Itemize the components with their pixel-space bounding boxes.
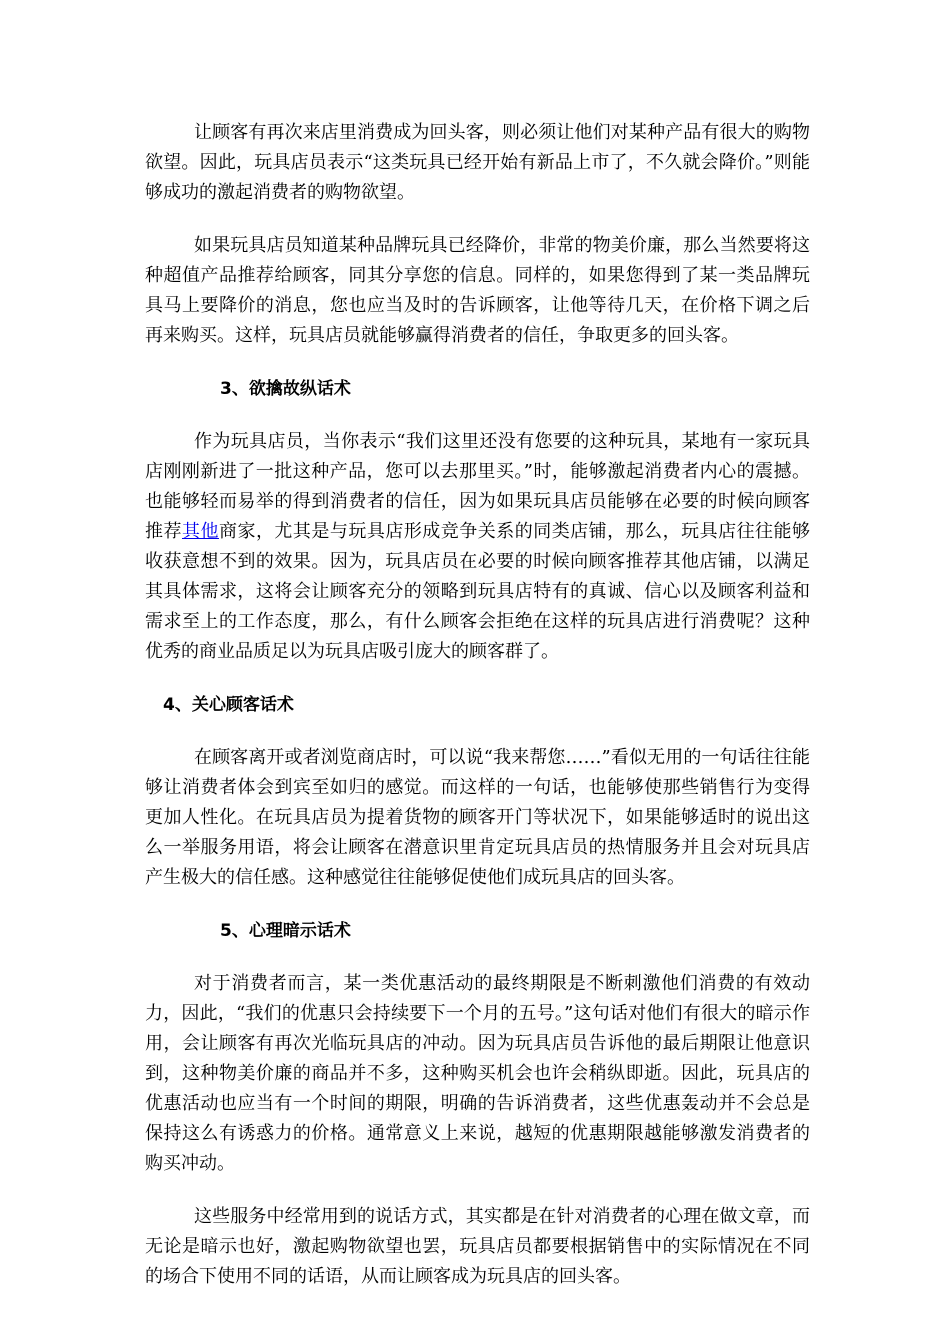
paragraph-return-customer: 让顾客有再次来店里消费成为回头客，则必须让他们对某种产品有很大的购物欲望。因此，玩具店员表示“这类玩具已经开始有新品上市了，不久就会降价。”则能够成功的激起消费者的购物欲望。 [145, 122, 810, 203]
paragraph-conclusion: 这些服务中经常用到的说话方式，其实都是在针对消费者的心理在做文章，而无论是暗示也好，激起购物欲望也罢，玩具店员都要根据销售中的实际情况在不同的场合下使用不同的话语，从而让顾客成为玩具店的回头客。 [145, 1206, 810, 1287]
paragraph-section-3-part-b: 商家，尤其是与玩具店形成竞争关系的同类店铺，那么，玩具店往往能够收获意想不到的效果。因为，玩具店员在必要的时候向顾客推荐其他店铺，以满足其具体需求，这将会让顾客充分的领略到玩具店特有的真诚、信心以及顾客利益和需求至上的工作态度，那么，有什么顾客会拒绝在这样的玩具店进行消费呢？这种优秀的商业品质足以为玩具店吸引庞大的顾客群了。 [145, 521, 811, 662]
paragraph-section-5: 对于消费者而言，某一类优惠活动的最终期限是不断刺激他们消费的有效动力，因此，“我们的优惠只会持续要下一个月的五号。”这句话对他们有很大的暗示作用，会让顾客有再次光临玩具店的冲动。因为玩具店员告诉他的最后期限让他意识到，这种物美价廉的商品并不多，这种购买机会也许会稍纵即逝。因此，玩具店的优惠活动也应当有一个时间的期限，明确的告诉消费者，这些优惠轰动并不会总是保持这么有诱惑力的价格。通常意义上来说，越短的优惠期限越能够激发消费者的购买冲动。 [145, 973, 810, 1174]
other-merchants-link[interactable]: 其他 [181, 521, 219, 542]
paragraph-section-4: 在顾客离开或者浏览商店时，可以说“我来帮您……”看似无用的一句话往往能够让消费者体会到宾至如归的感觉。而这样的一句话，也能够使那些销售行为变得更加人性化。在玩具店员为提着货物的顾客开门等状况下，如果能够适时的说出这么一举服务用语，将会让顾客在潜意识里肯定玩具店员的热情服务并且会对玩具店产生极大的信任感。这种感觉往往能够促使他们成玩具店的回头客。 [145, 747, 810, 888]
document-body [145, 118, 810, 1315]
paragraph-section-3-part-a: 作为玩具店员，当你表示“我们这里还没有您要的这种玩具，某地有一家玩具店刚刚新进了一批这种产品，您可以去那里买。”时，能够激起消费者内心的震撼。也能够轻而易举的得到消费者的信任，因为如果玩具店员能够在必要的时候向顾客推荐 [145, 431, 810, 542]
paragraph-price-drop: 如果玩具店员知道某种品牌玩具已经降价，非常的物美价廉，那么当然要将这种超值产品推荐给顾客，同其分享您的信息。同样的，如果您得到了某一类品牌玩具马上要降价的消息，您也应当及时的告诉顾客，让他等待几天，在价格下调之后再来购买。这样，玩具店员就能够赢得消费者的信任，争取更多的回头客。 [145, 235, 810, 346]
section-heading-3: 3、欲擒故纵话术 [220, 379, 351, 399]
paragraph-section-3 [145, 427, 810, 667]
section-heading-4: 4、关心顾客话术 [163, 695, 294, 715]
section-heading-5: 5、心理暗示话术 [220, 921, 351, 941]
